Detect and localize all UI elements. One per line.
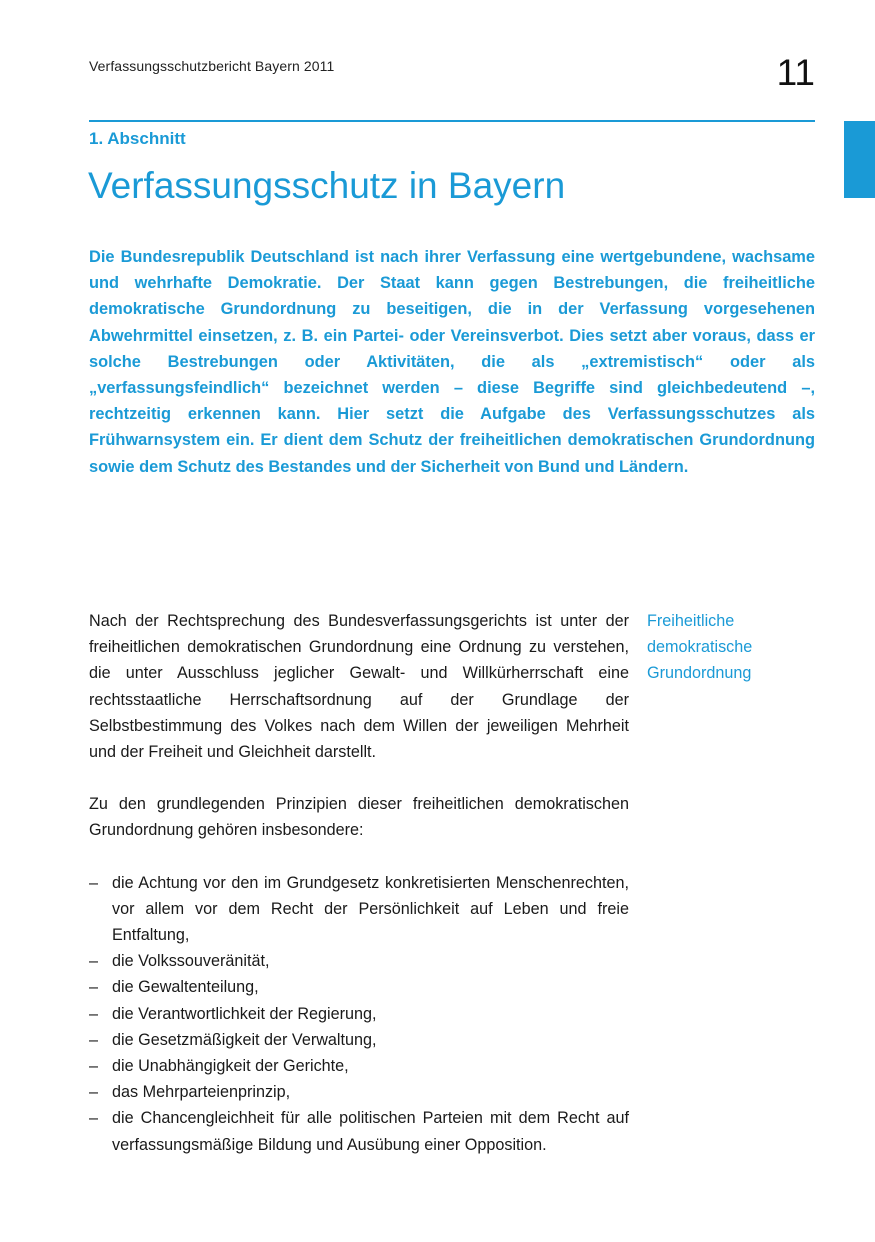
list-item-text: die Achtung vor den im Grundgesetz konkretisierten Menschenrechten, vor allem vor dem Recht der Persönlichkeit auf Leben und freie Entfaltung, [112, 873, 629, 945]
header-divider [89, 120, 815, 122]
dash-bullet: – [89, 952, 99, 971]
list-item [89, 1053, 629, 1079]
dash-bullet: – [89, 1030, 99, 1049]
margin-note-line: demokratische [647, 638, 753, 657]
dash-bullet: – [89, 1083, 99, 1102]
list-item [89, 948, 629, 974]
list-item [89, 1105, 629, 1157]
dash-bullet: – [89, 1004, 99, 1023]
body-column [89, 608, 629, 1158]
section-label: 1. Abschnitt [89, 129, 186, 148]
dash-bullet: – [89, 978, 99, 997]
body-paragraph: Zu den grundlegenden Prinzipien dieser freiheitlichen demokratischen Grundordnung gehören insbesondere: [89, 795, 629, 840]
list-item-text: die Gewaltenteilung, [112, 978, 259, 997]
list-item-text: die Unabhängigkeit der Gerichte, [112, 1057, 349, 1076]
principles-list [89, 870, 629, 1158]
list-item [89, 974, 629, 1000]
lead-paragraph: Die Bundesrepublik Deutschland ist nach ihrer Verfassung eine wertgebundene, wachsame und wehrhafte Demokratie. Der Staat kann gegen Bestrebungen, die freiheitliche demokratische Grundordnung zu beseitigen, die in der Verfassung vorgesehenen Abwehrmittel einsetzen, z. B. ein Partei- oder Vereinsverbot. Dies setzt aber voraus, dass er solche Bestrebungen oder Aktivitäten, die als „extremistisch“ oder als „verfassungsfeindlich“ bezeichnet werden – diese Begriffe sind gleichbedeutend –, rechtzeitig erkennen kann. Hier setzt die Aufgabe des Verfassungsschutzes als Frühwarnsystem ein. Er dient dem Schutz der freiheitlichen demokratischen Grundordnung sowie dem Schutz des Bestandes und der Sicherheit von Bund und Ländern. [89, 248, 815, 476]
list-item [89, 1079, 629, 1105]
margin-note [647, 608, 807, 687]
dash-bullet: – [89, 1057, 99, 1076]
list-item [89, 1001, 629, 1027]
chapter-thumb-tab [844, 121, 875, 198]
list-item [89, 1027, 629, 1053]
running-header-title: Verfassungsschutzbericht Bayern 2011 [89, 58, 335, 74]
list-item-text: die Volkssouveränität, [112, 952, 270, 971]
list-item-text: die Gesetzmäßigkeit der Verwaltung, [112, 1030, 377, 1049]
body-paragraph: Nach der Rechtsprechung des Bundesverfassungsgerichts ist unter der freiheitlichen demokratischen Grundordnung eine Ordnung zu verstehen, die unter Ausschluss jeglicher Gewalt- und Willkürherrschaft eine rechtsstaatliche Herrschaftsordnung auf der Grundlage der Selbstbestimmung des Volkes nach dem Willen der jeweiligen Mehrheit und der Freiheit und Gleichheit darstellt. [89, 612, 629, 762]
list-item [89, 870, 629, 949]
dash-bullet: – [89, 873, 99, 892]
list-item-text: die Chancengleichheit für alle politischen Parteien mit dem Recht auf verfassungsmäßige Bildung und Ausübung einer Opposition. [112, 1109, 629, 1154]
chapter-title: Verfassungsschutz in Bayern [88, 165, 566, 206]
page-number: 11 [776, 52, 815, 93]
list-item-text: die Verantwortlichkeit der Regierung, [112, 1004, 377, 1023]
margin-note-line: Grundordnung [647, 664, 752, 683]
margin-note-line: Freiheitliche [647, 612, 735, 630]
dash-bullet: – [89, 1109, 99, 1128]
list-item-text: das Mehrparteienprinzip, [112, 1083, 291, 1102]
